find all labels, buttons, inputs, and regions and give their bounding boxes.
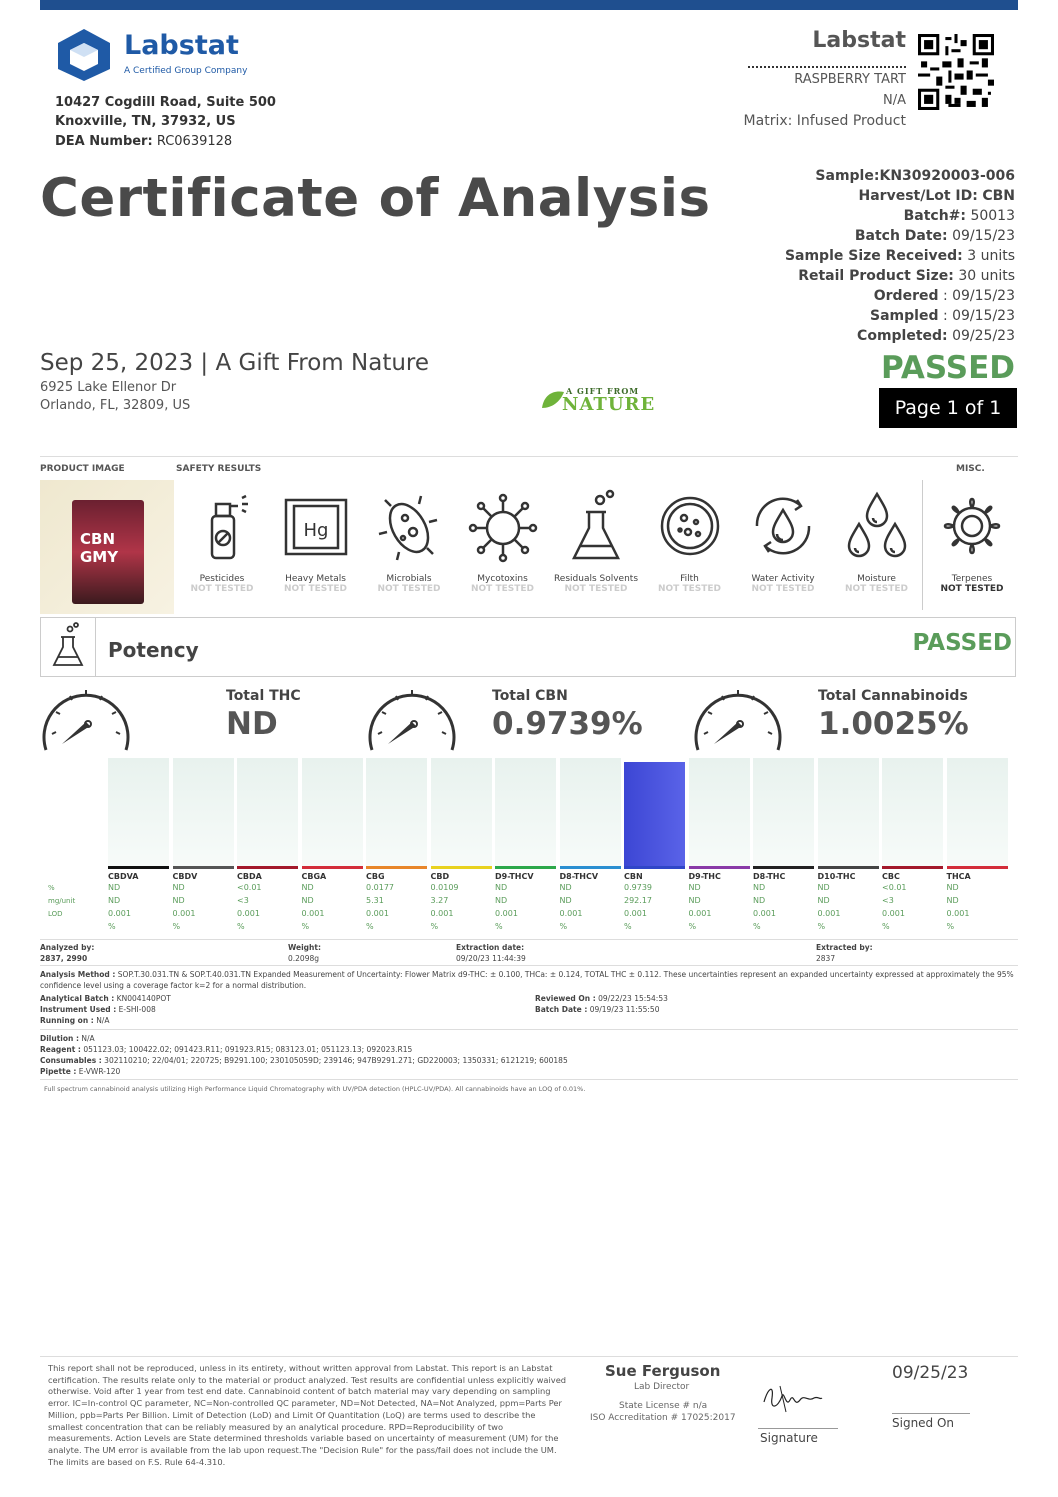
chart-category-label: CBDV <box>172 872 198 881</box>
heavy-metals-status: NOT TESTED <box>284 584 347 594</box>
chart-column <box>108 758 169 933</box>
potency-title: Potency <box>108 638 199 662</box>
chart-value-mg: ND <box>495 896 508 905</box>
weight-value: 0.2098g <box>288 954 320 963</box>
chart-category-label: D9-THCV <box>495 872 534 881</box>
safety-moisture <box>831 486 923 602</box>
method-note: Full spectrum cannabinoid analysis utilizing High Performance Liquid Chromatography with UV/PDA detection (HPLC-UV/PDA). All cannabinoids have an LOQ of 0.01%. <box>44 1085 586 1093</box>
signature-image <box>760 1378 824 1418</box>
chart-value-mg: 292.17 <box>624 896 652 905</box>
moisture-label: Moisture <box>857 574 896 584</box>
reagent-label: Reagent : <box>40 1045 81 1054</box>
chart-value-lod-unit: % <box>624 922 632 931</box>
chart-category-label: CBG <box>366 872 385 881</box>
iso-accreditation: ISO Accreditation # 17025:2017 <box>590 1413 736 1423</box>
chart-value-pct: ND <box>108 883 121 892</box>
chart-color-line <box>366 866 427 869</box>
chart-value-pct: <0.01 <box>237 883 262 892</box>
chart-category-label: THCA <box>946 872 971 881</box>
product-package <box>72 500 144 604</box>
analytical-batch-label: Analytical Batch : <box>40 994 115 1003</box>
chart-value-lod: 0.001 <box>817 909 841 918</box>
chart-value-lod: 0.001 <box>108 909 131 918</box>
potency-status: PASSED <box>912 630 1012 656</box>
completed-value: 09/25/23 <box>952 328 1015 344</box>
extracted-by <box>816 942 873 964</box>
chart-value-mg: <3 <box>237 896 249 905</box>
client-address-line1: 6925 Lake Ellenor Dr <box>40 380 177 395</box>
total-thc-value: ND <box>226 706 278 742</box>
chart-value-lod: 0.001 <box>946 909 970 918</box>
chart-value-lod-unit: % <box>882 922 890 931</box>
water-cycle-icon <box>743 486 823 566</box>
batch-label: Batch#: <box>903 208 966 224</box>
chart-category-label: CBDA <box>237 872 262 881</box>
sample-size-received <box>785 248 1015 264</box>
chart-category-label: CBD <box>430 872 450 881</box>
ordered-value: : 09/15/23 <box>942 288 1015 304</box>
safety-water-activity <box>737 486 829 602</box>
total-thc-label: Total THC <box>226 688 301 704</box>
reagent-divider <box>40 1029 1018 1030</box>
chart-value-lod: 0.001 <box>495 909 518 918</box>
cannabinoids-gauge-icon <box>692 684 784 754</box>
chart-value-mg: ND <box>688 896 701 905</box>
product-package-text: CBN GMY <box>80 530 119 566</box>
weight-label: Weight: <box>288 943 321 952</box>
potency-icon-cell <box>40 617 96 677</box>
chart-value-mg: ND <box>946 896 959 905</box>
row-labels <box>48 882 75 921</box>
company-subtitle: A Certified Group Company <box>124 66 248 76</box>
flask-icon <box>556 486 636 566</box>
chart-value-lod: 0.001 <box>430 909 454 918</box>
potency-chart <box>108 758 1012 938</box>
running-label: Running on : <box>40 1016 94 1025</box>
filth-label: Filth <box>680 574 699 584</box>
lot-id <box>859 188 1016 204</box>
analyzed-by-value: 2837, 2990 <box>40 954 88 963</box>
chart-column <box>753 758 814 933</box>
total-cbn-label: Total CBN <box>492 688 568 704</box>
chart-column <box>689 758 750 933</box>
chart-bar-background <box>818 758 879 866</box>
chart-value-pct: ND <box>559 883 572 892</box>
signer-name: Sue Ferguson <box>605 1362 721 1380</box>
chart-value-pct: ND <box>172 883 185 892</box>
instrument-used <box>40 1004 156 1015</box>
chart-divider <box>40 939 1018 940</box>
sample-id <box>815 168 1015 184</box>
chart-value-lod: 0.001 <box>559 909 583 918</box>
dea-label: DEA Number: <box>55 134 153 149</box>
safety-results-label: SAFETY RESULTS <box>176 464 262 474</box>
signed-on-line <box>892 1413 970 1414</box>
chart-value-pct: ND <box>495 883 508 892</box>
chart-category-label: CBN <box>624 872 643 881</box>
cbn-gauge-icon <box>366 684 458 754</box>
total-cbn-value: 0.9739% <box>492 706 643 742</box>
virus-icon <box>463 486 543 566</box>
ordered-date <box>874 288 1015 304</box>
batch-number <box>904 208 1015 224</box>
state-license: State License # n/a <box>619 1401 708 1411</box>
chart-value-lod-unit: % <box>301 922 310 931</box>
mycotoxins-status: NOT TESTED <box>471 584 534 594</box>
total-cannabinoids-value: 1.0025% <box>818 706 969 742</box>
chart-value-lod: 0.001 <box>882 909 905 918</box>
safety-filth <box>644 486 736 602</box>
product-image <box>40 480 174 614</box>
reagent-value: 051123.03; 100422.02; 091423.R11; 091923.R15; 083123.01; 051123.13; 092023.R15 <box>83 1045 413 1054</box>
signature-label: Signature <box>760 1431 818 1445</box>
company-name: Labstat <box>124 30 239 61</box>
chart-bar-background <box>689 758 750 866</box>
chart-value-lod: 0.001 <box>237 909 260 918</box>
client-address-line2: Orlando, FL, 32809, US <box>40 398 191 413</box>
chart-column <box>366 758 427 933</box>
signature-line <box>758 1428 838 1429</box>
analysis-batch-date-value: 09/19/23 11:55:50 <box>589 1005 660 1014</box>
chart-value-pct: 0.9739 <box>624 883 652 892</box>
chart-category-label: D10-THC <box>817 872 856 881</box>
client-logo-line2: NATURE <box>562 394 656 415</box>
droplets-icon <box>837 486 917 566</box>
chart-value-mg: ND <box>301 896 314 905</box>
total-cannabinoids-label: Total Cannabinoids <box>818 688 968 704</box>
chart-value-lod-unit: % <box>237 922 245 931</box>
chart-column <box>302 758 363 933</box>
safety-residual-solvents <box>550 486 642 602</box>
chart-bar-background <box>947 758 1008 866</box>
chart-value-pct: 0.0109 <box>430 883 459 892</box>
chart-value-pct: ND <box>946 883 959 892</box>
running-on <box>40 1015 109 1026</box>
sample-label: Sample: <box>815 168 880 184</box>
hg-icon <box>276 486 356 566</box>
analysis-batch-date <box>535 1004 659 1015</box>
reviewed-on <box>535 993 668 1004</box>
dilution-value: N/A <box>81 1034 95 1043</box>
microbials-status: NOT TESTED <box>377 584 441 594</box>
terpenes-status: NOT TESTED <box>940 584 1004 594</box>
analytical-batch <box>40 993 171 1004</box>
chart-column <box>237 758 298 933</box>
chart-column <box>431 758 492 933</box>
retail-size-label: Retail Product Size: <box>798 268 954 284</box>
chart-value-pct: ND <box>688 883 701 892</box>
chart-value-pct: 0.0177 <box>366 883 394 892</box>
chart-value-mg: ND <box>108 896 121 905</box>
thc-gauge-icon <box>40 684 132 754</box>
chart-value-lod-unit: % <box>688 922 697 931</box>
method-value: SOP.T.30.031.TN & SOP.T.40.031.TN Expanded Measurement of Uncertainty: Flower Matrix d9-THC: ± 0.100, THCa: ± 0.124, TOTAL THC ± 0.112. These uncertainties represent an expanded uncertainty expressed at approximately the 95% confidence level using a coverage factor k=2 for a normal distribution. <box>40 970 1014 990</box>
chart-value-lod-unit: % <box>495 922 503 931</box>
labstat-logo-icon <box>54 27 114 83</box>
chart-value-lod-unit: % <box>108 922 116 931</box>
chart-bar-background <box>302 758 363 866</box>
extraction-date <box>456 942 526 964</box>
ordered-label: Ordered <box>873 288 939 304</box>
extraction-date-value: 09/20/23 11:44:39 <box>456 954 526 963</box>
page-indicator: Page 1 of 1 <box>879 388 1017 428</box>
signed-on-label: Signed On <box>892 1416 955 1430</box>
chart-bar-background <box>366 758 427 866</box>
chart-value-pct: ND <box>301 883 314 892</box>
chart-value-lod-unit: % <box>817 922 826 931</box>
pipette-label: Pipette : <box>40 1067 77 1076</box>
chart-color-line <box>108 866 169 869</box>
chart-value-pct: <0.01 <box>882 883 907 892</box>
chart-color-line <box>947 866 1008 869</box>
matrix: Matrix: Infused Product <box>743 113 906 129</box>
chart-bar-background <box>431 758 492 866</box>
instrument-label: Instrument Used : <box>40 1005 117 1014</box>
pipette <box>40 1066 120 1077</box>
batch-date-label: Batch Date: <box>854 228 948 244</box>
sample-value: KN30920003-006 <box>879 168 1015 184</box>
bacteria-icon <box>369 486 449 566</box>
sampled-label: Sampled <box>870 308 939 324</box>
product-name: RASPBERRY TART <box>794 72 906 87</box>
size-received-label: Sample Size Received: <box>784 248 963 264</box>
reviewed-value: 09/22/23 15:54:53 <box>598 994 668 1003</box>
moisture-status: NOT TESTED <box>845 584 908 594</box>
client-logo <box>540 386 690 416</box>
safety-results-row <box>176 486 926 602</box>
chart-category-label: CBC <box>882 872 900 881</box>
spray-bottle-icon <box>182 486 262 566</box>
misc-label: MISC. <box>956 464 985 474</box>
chart-value-mg: ND <box>817 896 830 905</box>
chart-value-lod: 0.001 <box>753 909 776 918</box>
chart-bar-background <box>495 758 556 866</box>
consumables <box>40 1055 568 1066</box>
chart-value-lod-unit: % <box>430 922 439 931</box>
chart-category-label: CBGA <box>301 872 327 881</box>
product-strain: N/A <box>883 93 906 108</box>
reviewed-label: Reviewed On : <box>535 994 596 1003</box>
lot-label: Harvest/Lot ID: <box>858 188 978 204</box>
lab-name-right: Labstat <box>812 28 906 53</box>
row-label-lod: LOD <box>48 910 63 918</box>
dotted-divider <box>748 66 906 68</box>
residual-solvents-status: NOT TESTED <box>564 584 628 594</box>
chart-color-line <box>431 866 492 869</box>
microbials-label: Microbials <box>386 574 432 584</box>
section-divider <box>40 456 1018 457</box>
analytical-batch-value: KN004140POT <box>116 994 171 1003</box>
pipette-value: E-VWR-120 <box>78 1067 121 1076</box>
chart-value-lod: 0.001 <box>688 909 712 918</box>
dea-number <box>55 134 232 149</box>
extraction-date-label: Extraction date: <box>456 943 525 952</box>
safety-microbials <box>363 486 455 602</box>
water-activity-status: NOT TESTED <box>751 584 815 594</box>
chart-value-mg: ND <box>172 896 185 905</box>
chart-value-lod: 0.001 <box>624 909 647 918</box>
chart-column <box>947 758 1008 933</box>
analyzed-by <box>40 942 94 964</box>
svg-text:Hg: Hg <box>303 520 328 541</box>
chart-bar <box>624 762 685 866</box>
water-activity-label: Water Activity <box>751 574 815 584</box>
chart-value-mg: 5.31 <box>366 896 384 905</box>
chart-column <box>173 758 234 933</box>
petri-dish-icon <box>650 486 730 566</box>
batch-date-value: 09/15/23 <box>952 228 1015 244</box>
chart-color-line <box>818 866 879 869</box>
flask-icon <box>40 617 96 677</box>
dea-value: RC0639128 <box>156 134 233 149</box>
chart-column <box>560 758 621 933</box>
qr-code-icon[interactable] <box>918 34 994 110</box>
mycotoxins-label: Mycotoxins <box>477 574 528 584</box>
pesticides-status: NOT TESTED <box>190 584 254 594</box>
chart-column <box>624 758 685 933</box>
chart-category-label: D8-THCV <box>559 872 599 881</box>
chart-value-lod-unit: % <box>946 922 955 931</box>
chart-category-label: CBDVA <box>108 872 139 881</box>
footer-divider <box>40 1356 1018 1357</box>
heavy-metals-label: Heavy Metals <box>285 574 346 584</box>
chart-color-line <box>495 866 556 869</box>
chart-bar-background <box>108 758 169 866</box>
product-image-label: PRODUCT IMAGE <box>40 464 125 474</box>
safety-mycotoxins <box>457 486 549 602</box>
pesticides-label: Pesticides <box>199 574 245 584</box>
chart-value-lod-unit: % <box>559 922 568 931</box>
chart-value-mg: ND <box>753 896 766 905</box>
overall-status-badge: PASSED <box>880 350 1015 386</box>
chart-color-line <box>173 866 234 869</box>
flower-icon <box>932 486 1012 566</box>
completed-date <box>857 328 1015 344</box>
extracted-by-value: 2837 <box>816 954 836 963</box>
chart-column <box>882 758 943 933</box>
disclaimer: This report shall not be reproduced, unless in its entirety, without written approval from Labstat. This report is an Labstat certification. The results relate only to the material or product analyzed. Test results are confidential unless explicitly waived otherwise. Void after 1 year from test end date. Cannabinoid content of batch material may vary depending on sampling error. IC=In-control QC parameter, NC=Non-controlled QC parameter, ND=Not Detected, NA=Not Analyzed, ppm=Parts Per Million, ppb=Parts Per Billion. Limit of Detection (LoD) and Limit Of Quantitation (LoQ) are terms used to describe the smallest concentration that can be reliably measured by an analytical procedure. RPD=Reproducibility of two measurements. Action Levels are State determined thresholds variable based on uncertainty of measurement (UM) for the analyte. The UM error is available from the lab upon request.The "Decision Rule" for the pass/fail does not include the UM. The limits are based on F.S. Rule 64-4.310. <box>48 1363 567 1467</box>
chart-color-line <box>302 866 363 869</box>
client-heading: Sep 25, 2023 | A Gift From Nature <box>40 350 430 376</box>
analysis-divider <box>40 965 1018 966</box>
consumables-value: 302110210; 22/04/01; 220725; B9291.100; 230105059D; 239146; 947B9291.271; GD220003; 1350331; 6121219; 600185 <box>104 1056 568 1065</box>
reagent <box>40 1044 412 1055</box>
chart-color-line <box>689 866 750 869</box>
lab-address-line2: Knoxville, TN, 37932, US <box>55 114 236 129</box>
chart-value-lod-unit: % <box>366 922 374 931</box>
analyzed-by-label: Analyzed by: <box>40 943 95 952</box>
chart-column <box>818 758 879 933</box>
chart-bar-background <box>237 758 298 866</box>
weight <box>288 942 321 964</box>
residual-solvents-label: Residuals Solvents <box>553 574 639 584</box>
row-label-pct: % <box>48 884 55 892</box>
top-accent-bar <box>40 0 1018 10</box>
lot-value: CBN <box>982 188 1015 204</box>
chart-value-lod: 0.001 <box>172 909 196 918</box>
chart-color-line <box>753 866 814 869</box>
misc-terpenes <box>926 486 1018 594</box>
chart-bar-background <box>753 758 814 866</box>
chart-color-line <box>882 866 943 869</box>
batch-date <box>855 228 1015 244</box>
completed-label: Completed: <box>857 328 948 344</box>
note-divider <box>40 1079 1018 1080</box>
chart-category-label: D9-THC <box>688 872 721 881</box>
page-title: Certificate of Analysis <box>40 168 711 229</box>
chart-value-mg: ND <box>559 896 572 905</box>
chart-value-pct: ND <box>753 883 766 892</box>
signer-title: Lab Director <box>634 1382 690 1392</box>
chart-category-label: D8-THC <box>753 872 786 881</box>
analysis-batch-date-label: Batch Date : <box>535 1005 588 1014</box>
chart-color-line <box>237 866 298 869</box>
filth-status: NOT TESTED <box>658 584 721 594</box>
lab-address-line1: 10427 Cogdill Road, Suite 500 <box>55 95 276 110</box>
chart-bar-background <box>624 758 685 866</box>
extracted-by-label: Extracted by: <box>816 943 873 952</box>
chart-bar-background <box>882 758 943 866</box>
chart-value-lod-unit: % <box>172 922 181 931</box>
chart-value-mg: 3.27 <box>430 896 449 905</box>
retail-size-value: 30 units <box>958 268 1015 284</box>
signed-date: 09/25/23 <box>892 1363 969 1383</box>
chart-value-lod: 0.001 <box>366 909 389 918</box>
instrument-value: E-SHI-008 <box>118 1005 156 1014</box>
size-received-value: 3 units <box>967 248 1015 264</box>
client-logo-line1: A GIFT FROM <box>566 386 640 396</box>
row-label-mg: mg/unit <box>48 897 76 905</box>
dilution-label: Dilution : <box>40 1034 79 1043</box>
misc-divider <box>922 480 923 610</box>
safety-heavy-metals <box>270 486 362 602</box>
dilution <box>40 1033 95 1044</box>
consumables-label: Consumables : <box>40 1056 102 1065</box>
retail-product-size <box>798 268 1015 284</box>
chart-column <box>495 758 556 933</box>
chart-value-lod: 0.001 <box>301 909 325 918</box>
chart-bar-background <box>560 758 621 866</box>
sampled-date <box>870 308 1015 324</box>
chart-value-lod-unit: % <box>753 922 761 931</box>
batch-value: 50013 <box>970 208 1015 224</box>
chart-value-mg: <3 <box>882 896 894 905</box>
chart-color-line <box>624 866 685 869</box>
sampled-value: : 09/15/23 <box>942 308 1015 324</box>
method-label: Analysis Method : <box>40 970 116 979</box>
chart-value-pct: ND <box>817 883 830 892</box>
safety-pesticides <box>176 486 268 602</box>
chart-color-line <box>560 866 621 869</box>
analysis-method <box>40 969 1018 991</box>
chart-bar-background <box>173 758 234 866</box>
terpenes-label: Terpenes <box>951 574 993 584</box>
running-value: N/A <box>96 1016 110 1025</box>
